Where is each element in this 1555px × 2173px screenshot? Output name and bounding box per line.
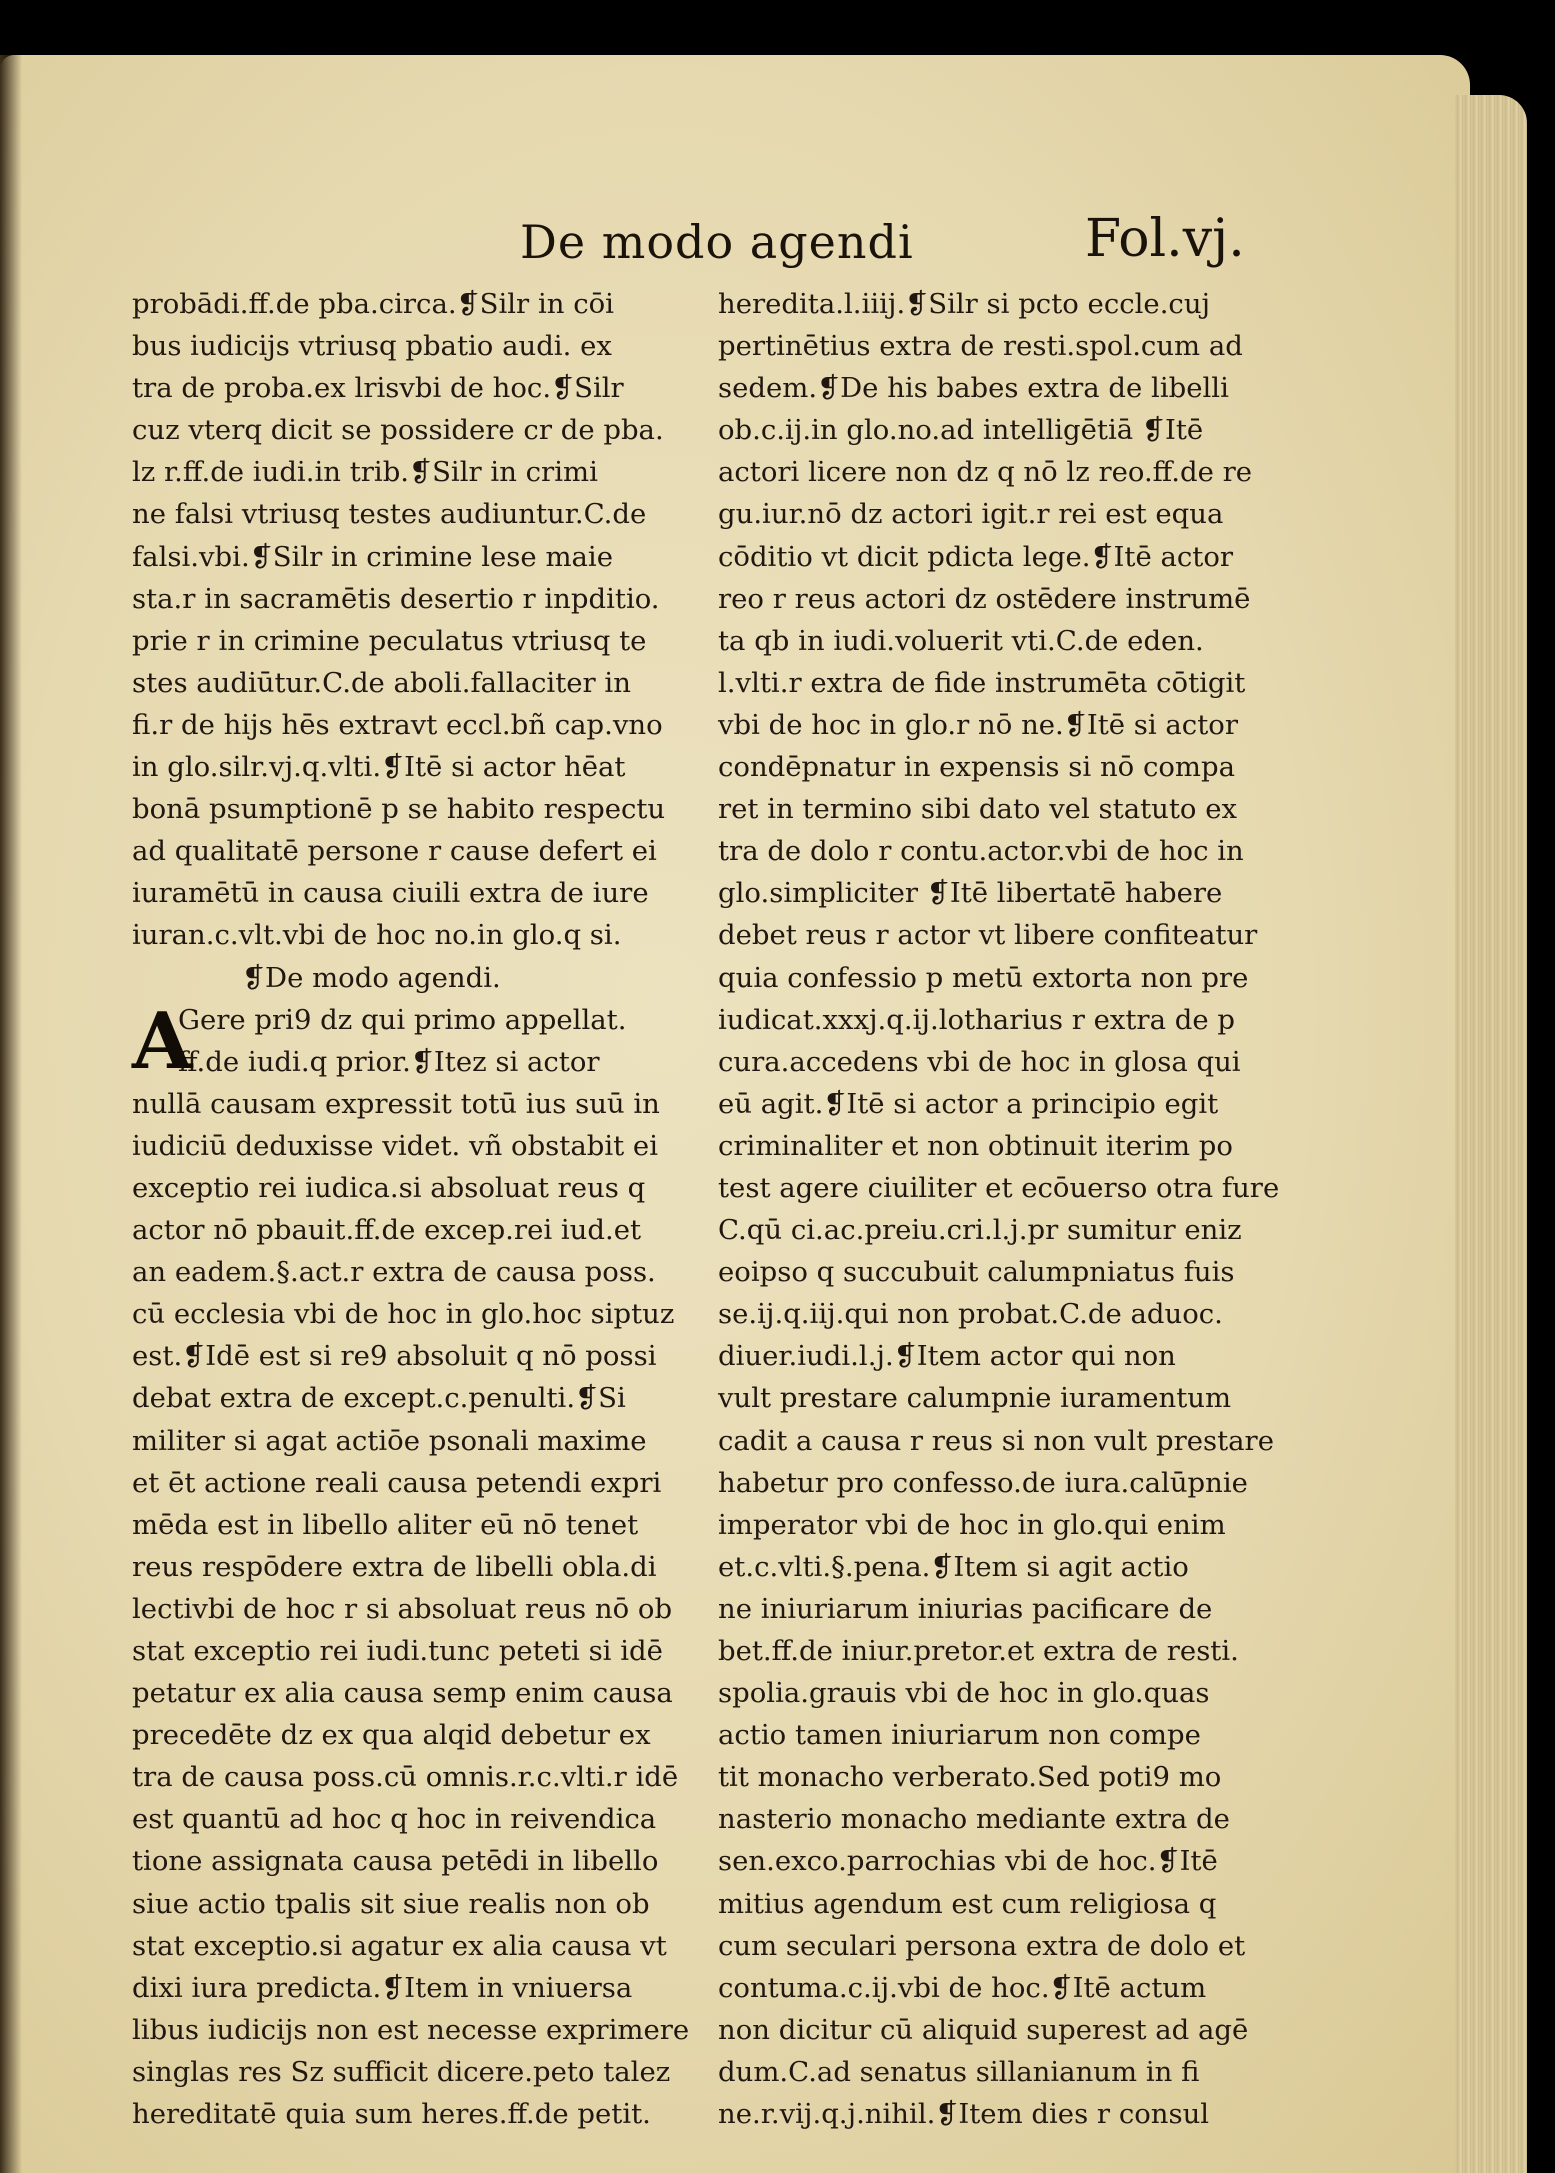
text-line: ret in termino sibi dato vel statuto ex — [718, 793, 1238, 826]
text-line: cura.accedens vbi de hoc in glosa qui — [718, 1045, 1241, 1078]
text-line: cuz vterq dicit se possidere cr de pba. — [132, 414, 664, 447]
text-line: actor nō pbauit.ff.de excep.rei iud.et — [132, 1214, 642, 1247]
text-line: nasterio monacho mediante extra de — [718, 1803, 1230, 1836]
text-line: bet.ff.de iniur.pretor.et extra de resti. — [718, 1635, 1239, 1667]
text-line: probādi.ff.de pba.circa.❡Silr in cōi — [132, 288, 614, 320]
text-line: debet reus r actor vt libere confiteatur — [718, 919, 1258, 952]
right-column — [718, 283, 1330, 2135]
text-line: tra de proba.ex lrisvbi de hoc.❡Silr — [132, 372, 624, 405]
text-line: condēpnatur in expensis si nō compa — [718, 751, 1235, 784]
text-line: cōditio vt dicit pdicta lege.❡Itē actor — [718, 540, 1234, 573]
text-line: ne.r.vij.q.j.nihil.❡Item dies r consul — [718, 2098, 1210, 2131]
text-line: ta qb in iudi.voluerit vti.C.de eden. — [718, 624, 1204, 657]
text-line: stes audiūtur.C.de aboli.fallaciter in — [132, 666, 631, 699]
text-line: quia confessio p metū extorta non pre — [718, 961, 1249, 994]
text-line: cum seculari persona extra de dolo et — [718, 1929, 1246, 1962]
text-line: hereditatē quia sum heres.ff.de petit. — [132, 2098, 651, 2131]
text-line: tra de causa poss.cū omnis.r.c.vlti.r idē — [132, 1761, 679, 1794]
text-line: ff.de iudi.q prior.❡Itez si actor — [178, 1045, 600, 1078]
text-line: falsi.vbi.❡Silr in crimine lese maie — [132, 540, 613, 573]
text-line: sta.r in sacramētis desertio r inpditio. — [132, 582, 660, 615]
text-line: se.ij.q.iij.qui non probat.C.de aduoc. — [718, 1298, 1223, 1331]
text-line: contuma.c.ij.vbi de hoc.❡Itē actum — [718, 1971, 1207, 2004]
text-line: iuramētū in causa ciuili extra de iure — [132, 877, 649, 910]
text-line: imperator vbi de hoc in glo.qui enim — [718, 1508, 1226, 1541]
text-line: spolia.grauis vbi de hoc in glo.quas — [718, 1677, 1210, 1710]
text-line: militer si agat actiōe psonali maxime — [132, 1424, 647, 1457]
text-line: eū agit.❡Itē si actor a principio egit — [718, 1087, 1219, 1120]
text-line: libus iudicijs non est necesse exprimere — [132, 2013, 690, 2046]
text-line: pertinētius extra de resti.spol.cum ad — [718, 330, 1243, 363]
text-line: tione assignata causa petēdi in libello — [132, 1845, 659, 1878]
text-line: cadit a causa r reus si non vult prestare — [718, 1424, 1274, 1457]
text-line: an eadem.§.act.r extra de causa poss. — [132, 1256, 656, 1289]
drop-cap-initial: A — [132, 995, 193, 1087]
text-line: sedem.❡De his babes extra de libelli — [718, 372, 1229, 405]
text-line: ne iniuriarum iniurias pacificare de — [718, 1592, 1213, 1625]
text-line: actori licere non dz q nō lz reo.ff.de re — [718, 456, 1253, 489]
section-heading: ❡De modo agendi. — [242, 961, 501, 994]
text-line: stat exceptio.si agatur ex alia causa vt — [132, 1929, 667, 1962]
text-line: diuer.iudi.l.j.❡Item actor qui non — [718, 1340, 1176, 1373]
page-header — [0, 209, 1470, 285]
text-line: heredita.l.iiij.❡Silr si pcto eccle.cuj — [718, 288, 1211, 320]
text-line: vult prestare calumpnie iuramentum — [718, 1382, 1232, 1415]
text-line: mēda est in libello aliter eū nō tenet — [132, 1508, 639, 1541]
text-line: singlas res Sz sufficit dicere.peto talez — [132, 2055, 671, 2088]
gutter-shadow — [0, 55, 22, 2173]
text-line: debat extra de except.c.penulti.❡Si — [132, 1382, 626, 1415]
text-line: bus iudicijs vtriusq pbatio audi. ex — [132, 330, 612, 363]
text-line: in glo.silr.vj.q.vlti.❡Itē si actor hēat — [132, 751, 626, 784]
text-line: C.qū ci.ac.preiu.cri.l.j.pr sumitur eniz — [718, 1214, 1242, 1247]
text-line: reus respōdere extra de libelli obla.di — [132, 1550, 657, 1583]
text-line: reo r reus actori dz ostēdere instrumē — [718, 582, 1251, 615]
text-line: stat exceptio rei iudi.tunc peteti si idē — [132, 1635, 663, 1667]
text-line: habetur pro confesso.de iura.calūpnie — [718, 1466, 1248, 1499]
text-line: actio tamen iniuriarum non compe — [718, 1719, 1201, 1752]
page-edges — [1455, 95, 1527, 2173]
text-line: petatur ex alia causa semp enim causa — [132, 1677, 673, 1710]
text-line: criminaliter et non obtinuit iterim po — [718, 1129, 1233, 1162]
text-line: gu.iur.nō dz actori igit.r rei est equa — [718, 498, 1224, 531]
text-line: eoipso q succubuit calumpniatus fuis — [718, 1256, 1235, 1289]
text-line: mitius agendum est cum religiosa q — [718, 1887, 1217, 1920]
text-line: prie r in crimine peculatus vtriusq te — [132, 624, 647, 657]
text-line: iudicat.xxxj.q.ij.lotharius r extra de p — [718, 1003, 1235, 1036]
left-column — [132, 283, 732, 2135]
text-line: non dicitur cū aliquid superest ad agē — [718, 2013, 1249, 2046]
text-line: siue actio tpalis sit siue realis non ob — [132, 1887, 650, 1920]
text-line: dixi iura predicta.❡Item in vniuersa — [132, 1971, 633, 2004]
text-line: l.vlti.r extra de fide instrumēta cōtigit — [718, 666, 1246, 699]
text-line: nullā causam expressit totū ius suū in — [132, 1087, 660, 1120]
text-line: iuran.c.vlt.vbi de hoc no.in glo.q si. — [132, 919, 622, 952]
text-line: dum.C.ad senatus sillanianum in fi — [718, 2055, 1200, 2088]
text-line: ne falsi vtriusq testes audiuntur.C.de — [132, 498, 647, 531]
text-line: test agere ciuiliter et ecōuerso otra fure — [718, 1171, 1280, 1204]
text-line: Gere pri9 dz qui primo appellat. — [178, 1003, 627, 1036]
text-line: iudiciū deduxisse videt. vñ obstabit ei — [132, 1129, 659, 1162]
folio-number: Fol.vj. — [1085, 209, 1245, 269]
text-line: tra de dolo r contu.actor.vbi de hoc in — [718, 835, 1244, 868]
text-line: tit monacho verberato.Sed poti9 mo — [718, 1761, 1222, 1794]
text-line: est quantū ad hoc q hoc in reivendica — [132, 1803, 657, 1836]
text-line: et.c.vlti.§.pena.❡Item si agit actio — [718, 1550, 1189, 1583]
text-line: fi.r de hijs hēs extravt eccl.bñ cap.vno — [132, 708, 663, 741]
text-line: et ēt actione reali causa petendi expri — [132, 1466, 662, 1499]
text-line: bonā psumptionē p se habito respectu — [132, 793, 666, 826]
text-line: cū ecclesia vbi de hoc in glo.hoc siptuz — [132, 1298, 675, 1331]
running-head: De modo agendi — [520, 215, 914, 269]
text-line: est.❡Idē est si re9 absoluit q nō possi — [132, 1340, 657, 1373]
text-line: lectivbi de hoc r si absoluat reus nō ob — [132, 1592, 673, 1625]
text-line: precedēte dz ex qua alqid debetur ex — [132, 1719, 651, 1752]
text-line: exceptio rei iudica.si absoluat reus q — [132, 1171, 646, 1204]
text-line: sen.exco.parrochias vbi de hoc.❡Itē — [718, 1845, 1218, 1878]
text-line: vbi de hoc in glo.r nō ne.❡Itē si actor — [718, 708, 1238, 741]
text-line: ob.c.ij.in glo.no.ad intelligētiā ❡Itē — [718, 414, 1204, 447]
text-line: glo.simpliciter ❡Itē libertatē habere — [718, 877, 1223, 910]
text-line: ad qualitatē persone r cause defert ei — [132, 835, 657, 868]
text-line: lz r.ff.de iudi.in trib.❡Silr in crimi — [132, 456, 598, 489]
